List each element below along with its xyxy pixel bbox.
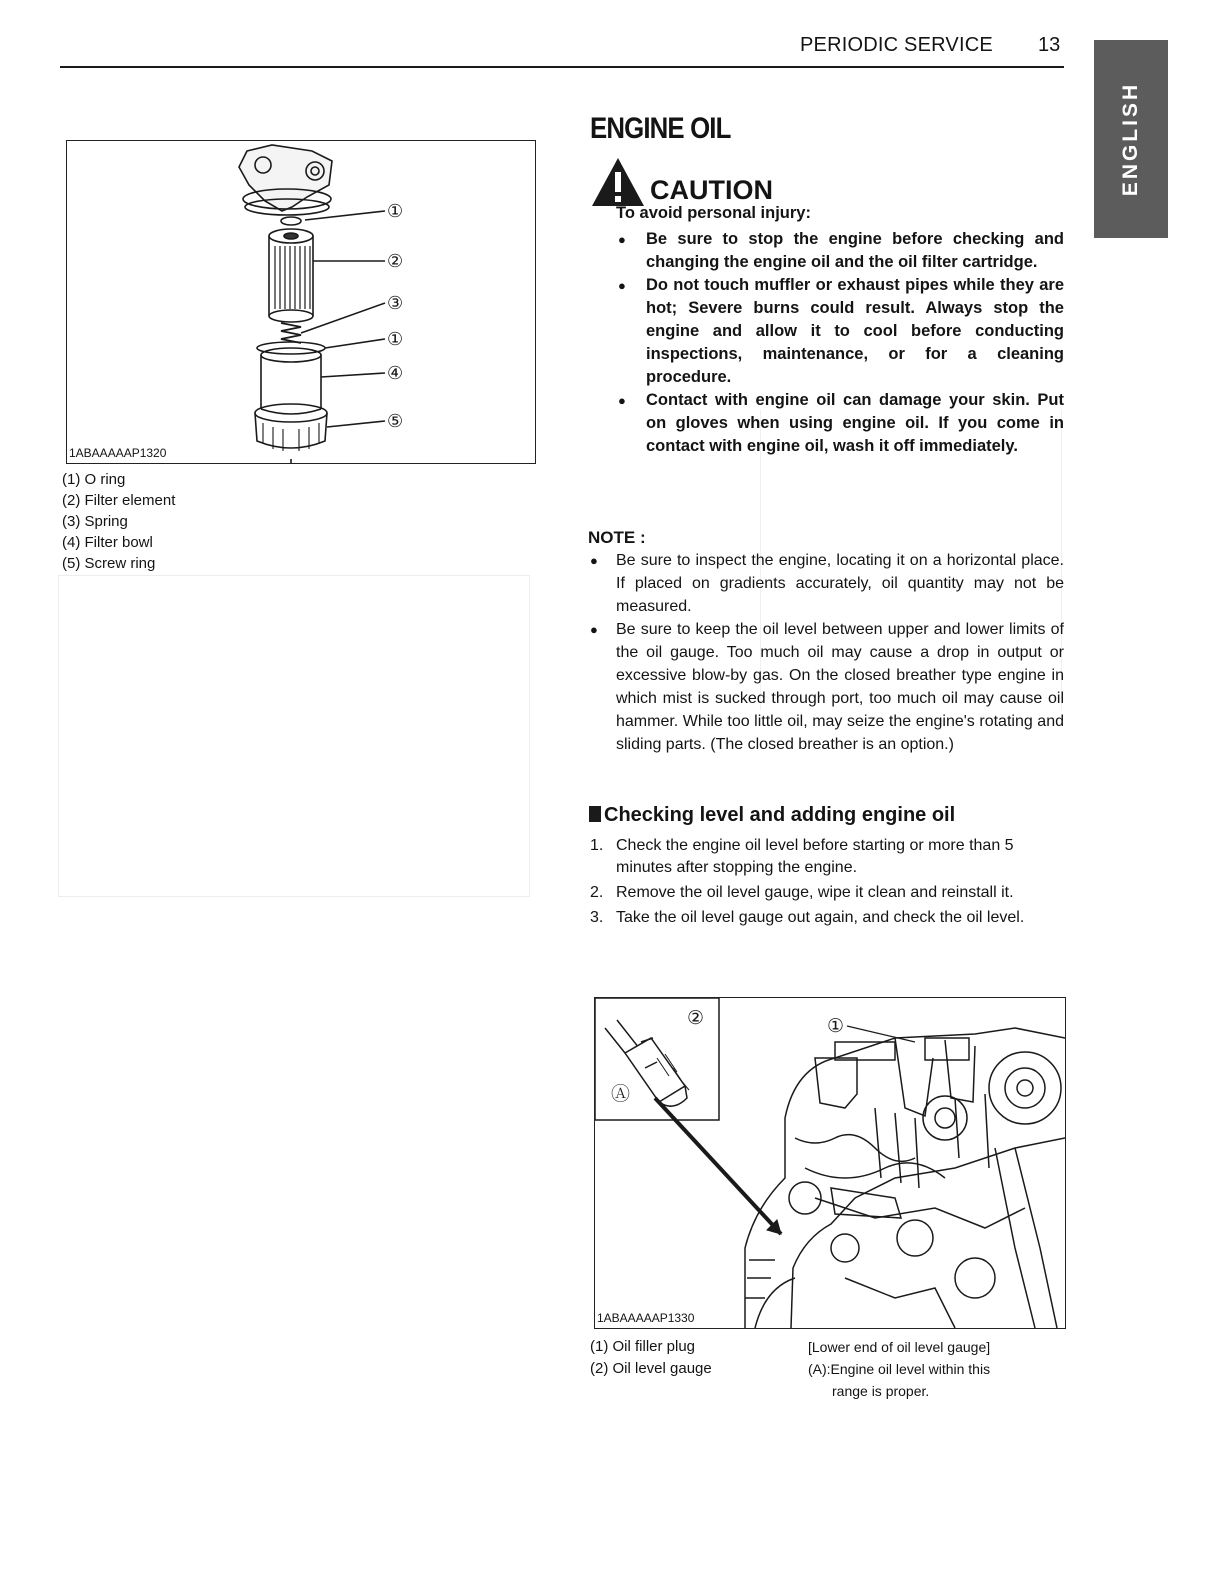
caution-item: ● Contact with engine oil can damage your skin. Put on gloves when using engine oil. If you come in contact with engine oil, wash it off immediately.: [618, 389, 1064, 458]
note-item: ● Be sure to keep the oil level between upper and lower limits of the oil gauge. Too much oil may cause a drop in output or excessive blow-by gas. On the closed breather type engine in which mist is sucked through port, too much oil may cause oil hammer. While too little oil, may seize the engine's rotating and sliding parts. (The closed breather is an option.): [590, 618, 1064, 756]
caption-item: (3) Spring: [62, 513, 128, 530]
note-label: NOTE :: [588, 528, 646, 547]
caution-word: CAUTION: [650, 175, 773, 205]
page-number: 13: [1038, 34, 1061, 56]
bleed-through: [58, 575, 530, 897]
engine-figure: [594, 997, 1066, 1329]
step-item: [590, 835, 1064, 879]
step-item: [590, 882, 1064, 904]
caution-item: ● Do not touch muffler or exhaust pipes while they are hot; Severe burns could result. Always stop the engine and allow it to cool before conducting inspections, maintenance, or for a cleaning procedure.: [618, 274, 1064, 389]
step-number: 3.: [590, 909, 604, 926]
caption-item: (1) O ring: [62, 471, 126, 488]
oil-filter-figure: [66, 140, 536, 464]
legend-line: (A):Engine oil level within this: [808, 1361, 991, 1377]
caption-item: (2) Filter element: [62, 492, 176, 509]
note-item: ● Be sure to inspect the engine, locating it on a horizontal place. If placed on gradients accurately, oil quantity may not be measured.: [590, 549, 1064, 618]
marker-1: ①: [387, 201, 404, 222]
caution-list: [618, 228, 1064, 458]
engine-drawing: [595, 998, 1065, 1328]
legend-line: range is proper.: [832, 1383, 930, 1399]
warning-triangle-icon: [590, 156, 646, 208]
subsection-title-text: Checking level and adding engine oil: [604, 804, 956, 826]
caption-item: (4) Filter bowl: [62, 534, 153, 551]
marker-a: Ⓐ: [611, 1083, 631, 1105]
section-bullet-icon: [589, 806, 601, 822]
language-tab-label: ENGLISH: [1119, 81, 1142, 197]
caution-intro: To avoid personal injury:: [616, 204, 811, 222]
step-text: Take the oil level gauge out again, and check the oil level.: [616, 909, 1025, 926]
step-item: [590, 907, 1064, 929]
step-text: Check the engine oil level before starting or more than 5 minutes after stopping the engine.: [616, 837, 1014, 876]
marker-1: ①: [827, 1015, 845, 1037]
marker-1b: ①: [387, 329, 404, 350]
marker-3: ③: [387, 293, 404, 314]
figure2-legend: [808, 1336, 990, 1402]
figure1-captions: [62, 469, 175, 574]
figure2-captions: [590, 1336, 712, 1380]
note-list: [590, 549, 1064, 756]
subsection-title: [589, 804, 955, 827]
legend-title: [Lower end of oil level gauge]: [808, 1339, 991, 1355]
caution-header: [590, 150, 773, 208]
step-number: 2.: [590, 884, 604, 901]
marker-2: ②: [387, 251, 404, 272]
caption-item: (2) Oil level gauge: [590, 1360, 712, 1377]
language-tab: [1094, 40, 1168, 238]
marker-4: ④: [387, 363, 404, 384]
caution-item: ● Be sure to stop the engine before checking and changing the engine oil and the oil filter cartridge.: [618, 228, 1064, 274]
steps-list: [590, 835, 1064, 932]
oil-filter-drawing: [67, 141, 535, 463]
step-number: 1.: [590, 837, 604, 854]
figure-code: 1ABAAAAAP1330: [597, 1311, 695, 1325]
caption-item: (1) Oil filler plug: [590, 1338, 696, 1355]
header-rule: [60, 66, 1064, 68]
caption-item: (5) Screw ring: [62, 555, 156, 572]
figure-code: 1ABAAAAAP1320: [69, 446, 167, 460]
header-title: PERIODIC SERVICE: [800, 34, 993, 56]
section-title: ENGINE OIL: [590, 112, 731, 145]
marker-2: ②: [687, 1007, 705, 1029]
marker-5: ⑤: [387, 411, 404, 432]
step-text: Remove the oil level gauge, wipe it clean and reinstall it.: [616, 884, 1014, 901]
